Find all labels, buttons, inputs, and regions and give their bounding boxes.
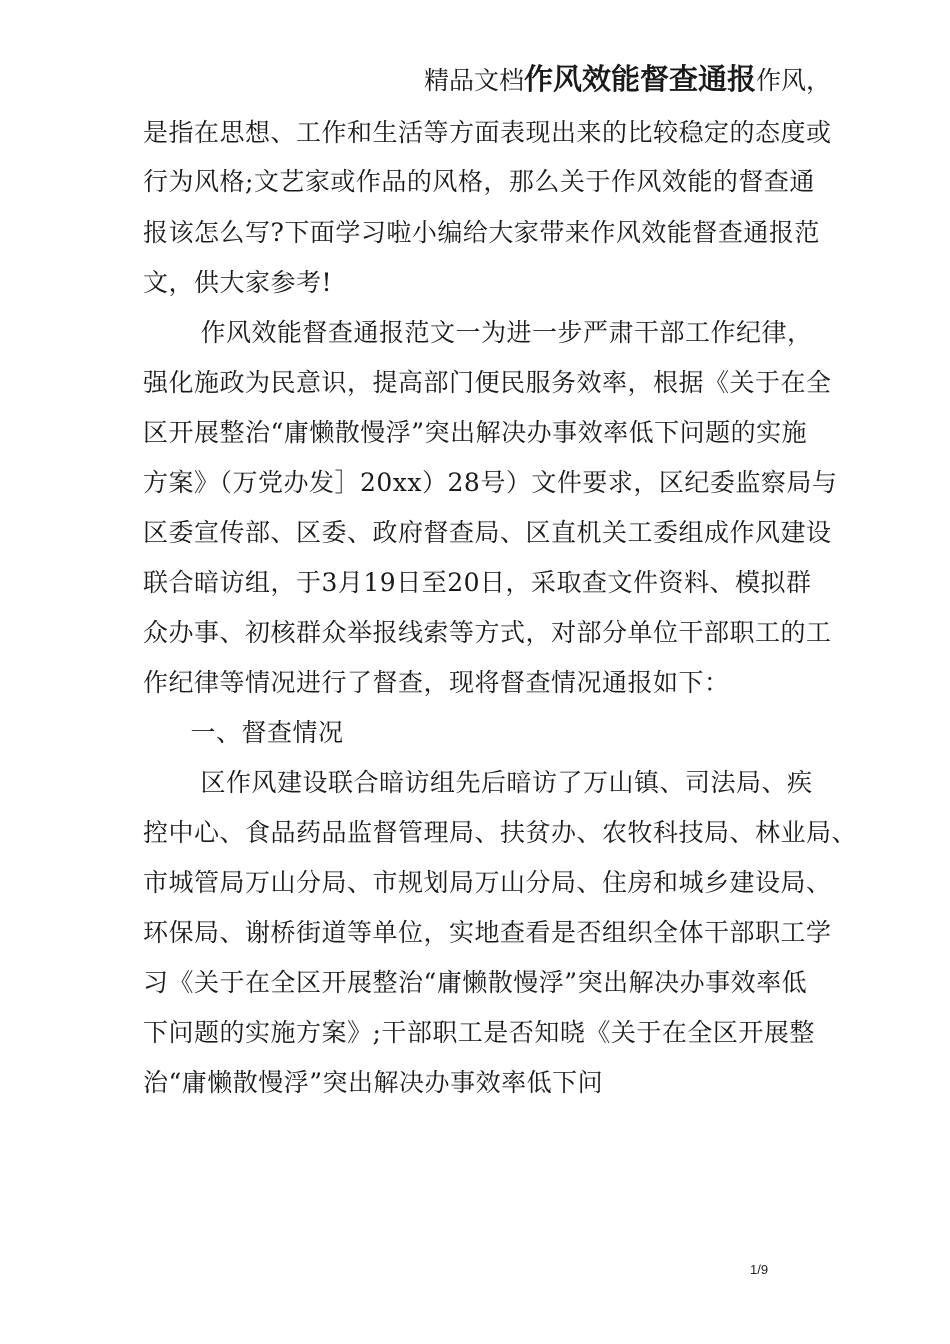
body-line: 文，供大家参考! (143, 268, 333, 297)
body-line: 强化施政为民意识，提高部门便民服务效率，根据《关于在全 (143, 368, 832, 397)
body-line: 联合暗访组，于3月19日至20日，采取查文件资料、模拟群 (143, 568, 812, 597)
body-line: 方案》（万党办发］20xx）28号）文件要求，区纪委监察局与 (143, 468, 838, 497)
body-line: 下问题的实施方案》;干部职工是否知晓《关于在全区开展整 (143, 1018, 815, 1047)
body-line: 行为风格;文艺家或作品的风格，那么关于作风效能的督查通 (143, 167, 815, 196)
paragraph-start-line: 作风效能督查通报范文一为进一步严肃干部工作纪律， (175, 318, 813, 347)
section-heading: 一、督查情况 (165, 718, 344, 747)
body-line: 是指在思想、工作和生活等方面表现出来的比较稳定的态度或 (143, 118, 832, 147)
body-line: 市城管局万山分局、市规划局万山分局、住房和城乡建设局、 (143, 868, 832, 897)
header-line (424, 62, 831, 98)
body-line: 区委宣传部、区委、政府督查局、区直机关工委组成作风建设 (143, 518, 832, 547)
body-line: 众办事、初核群众举报线索等方式，对部分单位干部职工的工 (143, 618, 832, 647)
paragraph-start-line: 区作风建设联合暗访组先后暗访了万山镇、司法局、疾 (175, 768, 813, 797)
body-line: 习《关于在全区开展整治“庸懒散慢浮”突出解决办事效率低 (143, 968, 808, 997)
document-title: 作风效能督查通报 (524, 62, 757, 96)
body-line: 作纪律等情况进行了督查，现将督查情况通报如下： (143, 668, 730, 697)
header-label: 精品文档 (424, 66, 525, 95)
page-number: 1/9 (750, 1262, 769, 1277)
body-line: 环保局、谢桥街道等单位，实地查看是否组织全体干部职工学 (143, 918, 832, 947)
body-line: 治“庸懒散慢浮”突出解决办事效率低下问 (143, 1068, 604, 1097)
header-tail-text: 作风， (756, 66, 832, 95)
body-line: 区开展整治“庸懒散慢浮”突出解决办事效率低下问题的实施 (143, 418, 808, 447)
body-line: 报该怎么写?下面学习啦小编给大家带来作风效能督查通报范 (143, 218, 820, 247)
body-line: 控中心、食品药品监督管理局、扶贫办、农牧科技局、林业局、 (143, 818, 858, 847)
